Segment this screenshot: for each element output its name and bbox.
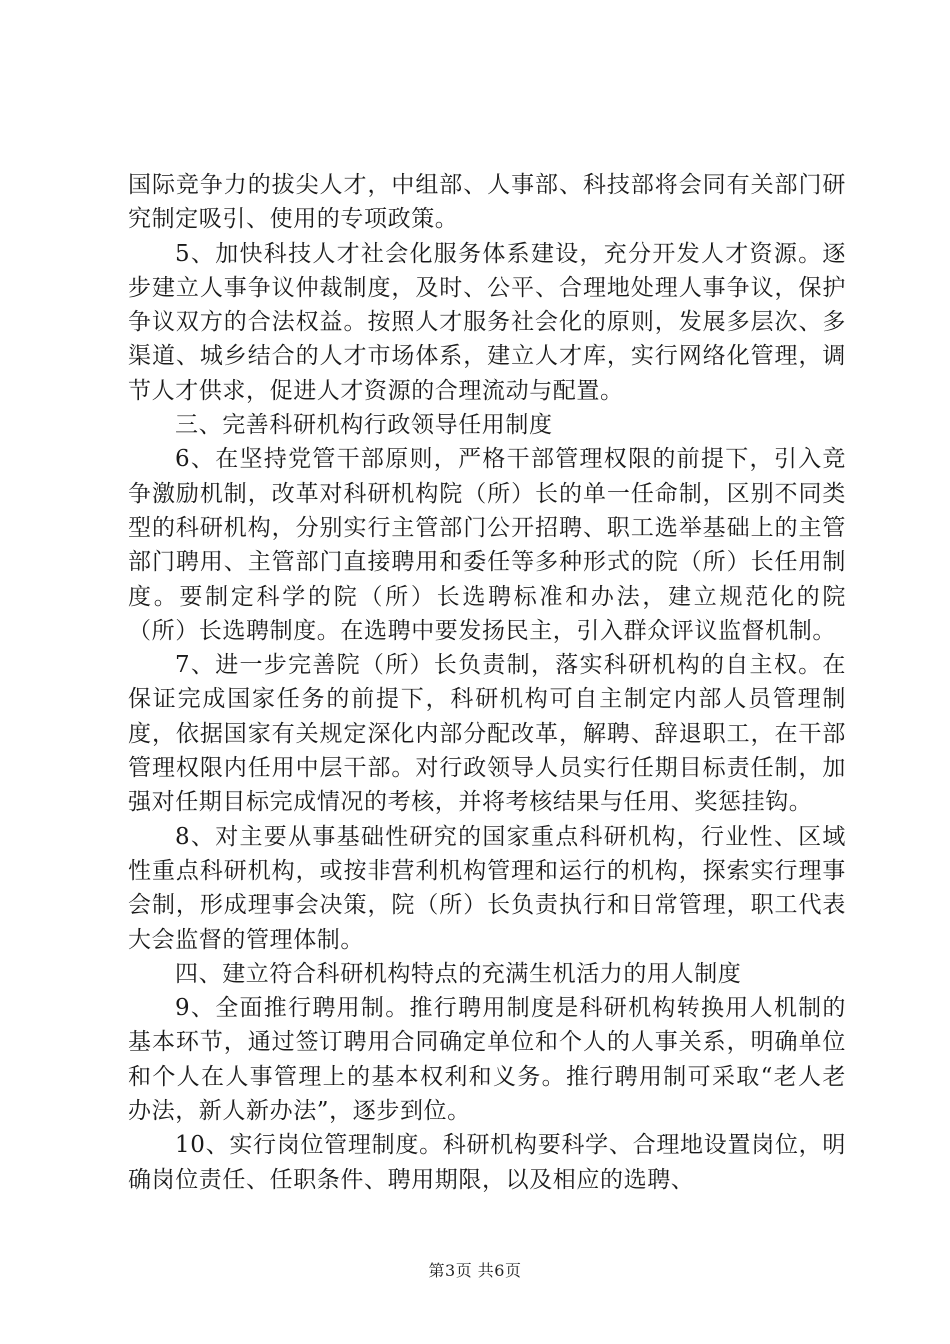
paragraph: 5、加快科技人才社会化服务体系建设，充分开发人才资源。逐步建立人事争议仲裁制度，及时、公平、合理地处理人事争议，保护争议双方的合法权益。按照人才服务社会化的原则，发展多层次、多渠道、城乡结合的人才市场体系，建立人才库，实行网络化管理，调节人才供求，促进人才资源的合理流动与配置。 [128, 240, 846, 404]
page-number-footer: 第3页 共6页 [428, 1261, 522, 1280]
section-heading: 三、完善科研机构行政领导任用制度 [175, 412, 553, 439]
paragraph: 9、全面推行聘用制。推行聘用制度是科研机构转换用人机制的基本环节，通过签订聘用合同确定单位和个人的人事关系，明确单位和个人在人事管理上的基本权利和义务。推行聘用制可采取“老人老办法，新人新办法”，逐步到位。 [128, 995, 846, 1125]
document-body [128, 168, 846, 1197]
paragraph: 10、实行岗位管理制度。科研机构要科学、合理地设置岗位，明确岗位责任、任职条件、聘用期限，以及相应的选聘、 [128, 1132, 846, 1193]
paragraph: 7、进一步完善院（所）长负责制，落实科研机构的自主权。在保证完成国家任务的前提下，科研机构可自主制定内部人员管理制度，依据国家有关规定深化内部分配改革，解聘、辞退职工，在干部管理权限内任用中层干部。对行政领导人员实行任期目标责任制，加强对任期目标完成情况的考核，并将考核结果与任用、奖惩挂钩。 [128, 652, 846, 816]
paragraph: 国际竞争力的拔尖人才，中组部、人事部、科技部将会同有关部门研究制定吸引、使用的专项政策。 [128, 172, 846, 233]
section-heading: 四、建立符合科研机构特点的充满生机活力的用人制度 [175, 960, 742, 987]
paragraph: 6、在坚持党管干部原则，严格干部管理权限的前提下，引入竞争激励机制，改革对科研机构院（所）长的单一任命制，区别不同类型的科研机构，分别实行主管部门公开招聘、职工选举基础上的主管部门聘用、主管部门直接聘用和委任等多种形式的院（所）长任用制度。要制定科学的院（所）长选聘标准和办法，建立规范化的院（所）长选聘制度。在选聘中要发扬民主，引入群众评议监督机制。 [128, 446, 846, 644]
paragraph: 8、对主要从事基础性研究的国家重点科研机构，行业性、区域性重点科研机构，或按非营利机构管理和运行的机构，探索实行理事会制，形成理事会决策，院（所）长负责执行和日常管理，职工代表大会监督的管理体制。 [128, 823, 846, 953]
